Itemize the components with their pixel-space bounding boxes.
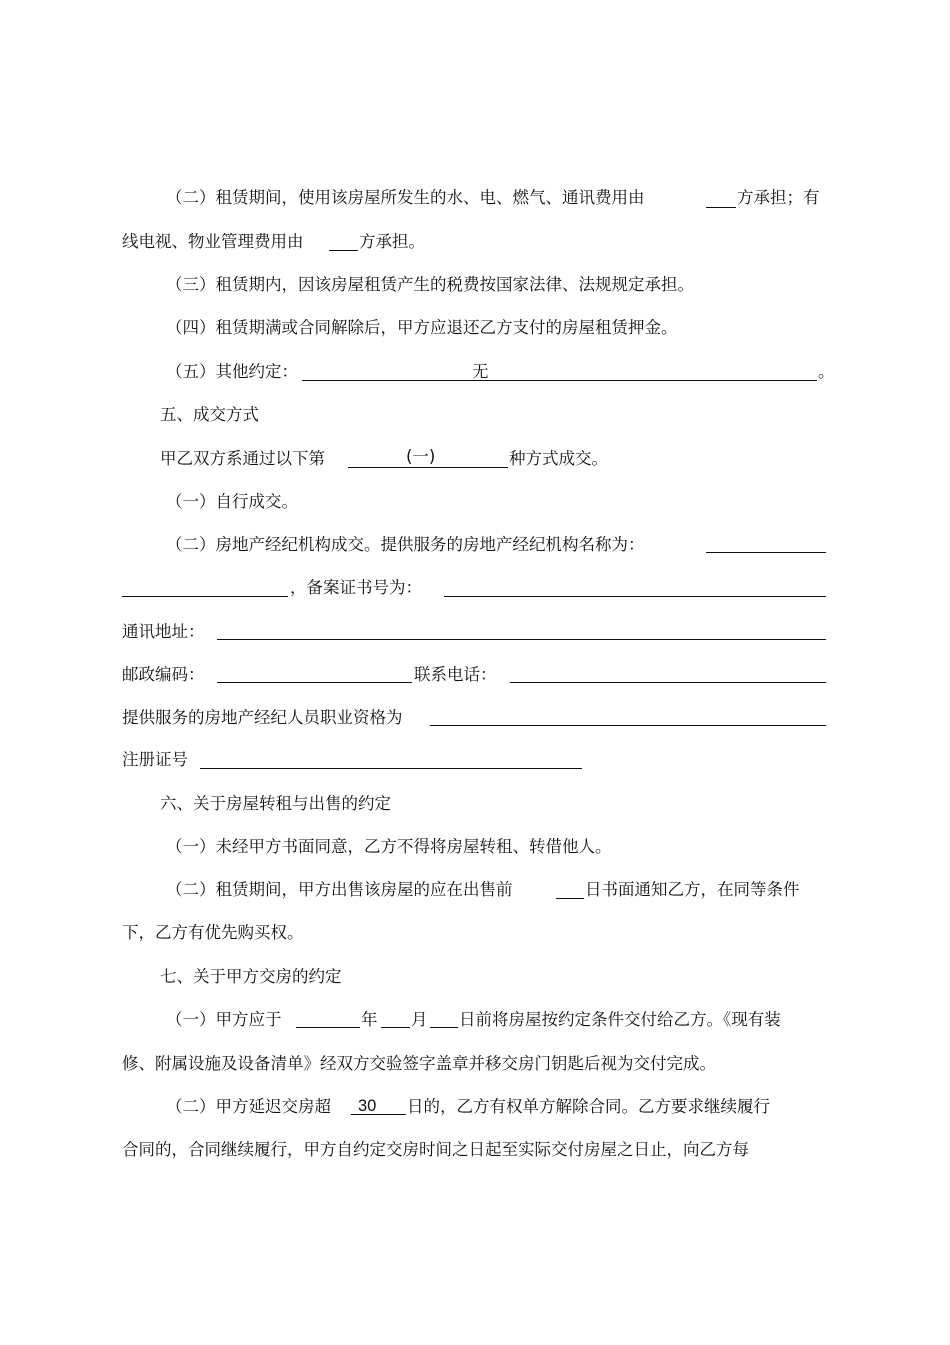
other-terms-value: 无: [472, 362, 489, 381]
blank-month: [381, 1027, 410, 1028]
clause-4-3: （三）租赁期内，因该房屋租赁产生的税费按国家法律、法规规定承担。: [166, 275, 694, 294]
clause-6-1: （一）未经甲方书面同意，乙方不得将房屋转租、转借他人。: [166, 837, 612, 856]
blank-agent-qualification: [430, 725, 826, 726]
clause-4-4: （四）租赁期满或合同解除后，甲方应退还乙方支付的房屋租赁押金。: [166, 318, 678, 337]
section-7-heading: 七、关于甲方交房的约定: [160, 967, 342, 986]
clause-7-2-line-1-end: 日的，乙方有权单方解除合同。乙方要求继续履行: [407, 1097, 770, 1116]
blank-utilities-party: [706, 207, 736, 208]
deal-method-value: (一): [406, 447, 436, 466]
clause-6-2-line-1: （二）租赁期间，甲方出售该房屋的应在出售前: [166, 880, 513, 899]
blank-address: [217, 639, 826, 640]
blank-day: [430, 1027, 458, 1028]
clause-7-1-line-2: 修、附属设施及设备清单》经双方交验签字盖章并移交房门钥匙后视为交付完成。: [122, 1054, 716, 1073]
blank-filing-cert: [444, 596, 826, 597]
clause-6-2-line-1-end: 日书面通知乙方，在同等条件: [585, 880, 800, 899]
blank-notice-days: [556, 898, 584, 899]
address-label: 通讯地址：: [122, 622, 205, 641]
clause-7-2-line-2: 合同的，合同继续履行，甲方自约定交房时间之日起至实际交付房屋之日止，向乙方每: [122, 1140, 749, 1159]
section-5-heading: 五、成交方式: [160, 405, 259, 424]
blank-other-terms: [302, 380, 817, 381]
clause-4-5-end: 。: [818, 362, 835, 381]
delay-days-value: 30: [358, 1097, 377, 1115]
clause-4-2-line-1-end: 方承担；有: [737, 188, 820, 207]
registration-label: 注册证号: [122, 750, 188, 769]
section-6-heading: 六、关于房屋转租与出售的约定: [160, 794, 391, 813]
clause-4-2-line-1: （二）租赁期间，使用该房屋所发生的水、电、燃气、通讯费用由: [166, 188, 645, 207]
blank-postcode: [217, 682, 412, 683]
month-label: 月: [411, 1010, 428, 1029]
blank-cable-fee-party: [329, 250, 358, 251]
clause-4-2-line-2: 线电视、物业管理费用由: [122, 232, 304, 251]
deal-method-text-end: 种方式成交。: [509, 449, 608, 468]
blank-agency-name-1: [706, 552, 826, 553]
phone-label: 联系电话：: [414, 665, 497, 684]
deal-method-text: 甲乙双方系通过以下第: [160, 449, 325, 468]
method-2: （二）房地产经纪机构成交。提供服务的房地产经纪机构名称为：: [166, 535, 645, 554]
blank-agency-name-2: [122, 596, 288, 597]
year-label: 年: [361, 1010, 378, 1029]
agent-qualification-label: 提供服务的房地产经纪人员职业资格为: [122, 708, 403, 727]
postcode-label: 邮政编码：: [122, 665, 205, 684]
clause-4-5: （五）其他约定：: [166, 362, 298, 381]
clause-7-1-line-1: （一）甲方应于: [166, 1010, 282, 1029]
clause-7-1-line-1-end: 日前将房屋按约定条件交付给乙方。《现有装: [459, 1010, 781, 1029]
filing-cert-label: ，备案证书号为：: [290, 578, 422, 597]
blank-phone: [510, 682, 826, 683]
blank-registration: [200, 768, 582, 769]
clause-7-2-line-1: （二）甲方延迟交房超: [166, 1097, 331, 1116]
clause-6-2-line-2: 下，乙方有优先购买权。: [122, 923, 304, 942]
method-1: （一）自行成交。: [166, 492, 298, 511]
clause-4-2-line-2-end: 方承担。: [359, 232, 425, 251]
blank-year: [296, 1027, 360, 1028]
